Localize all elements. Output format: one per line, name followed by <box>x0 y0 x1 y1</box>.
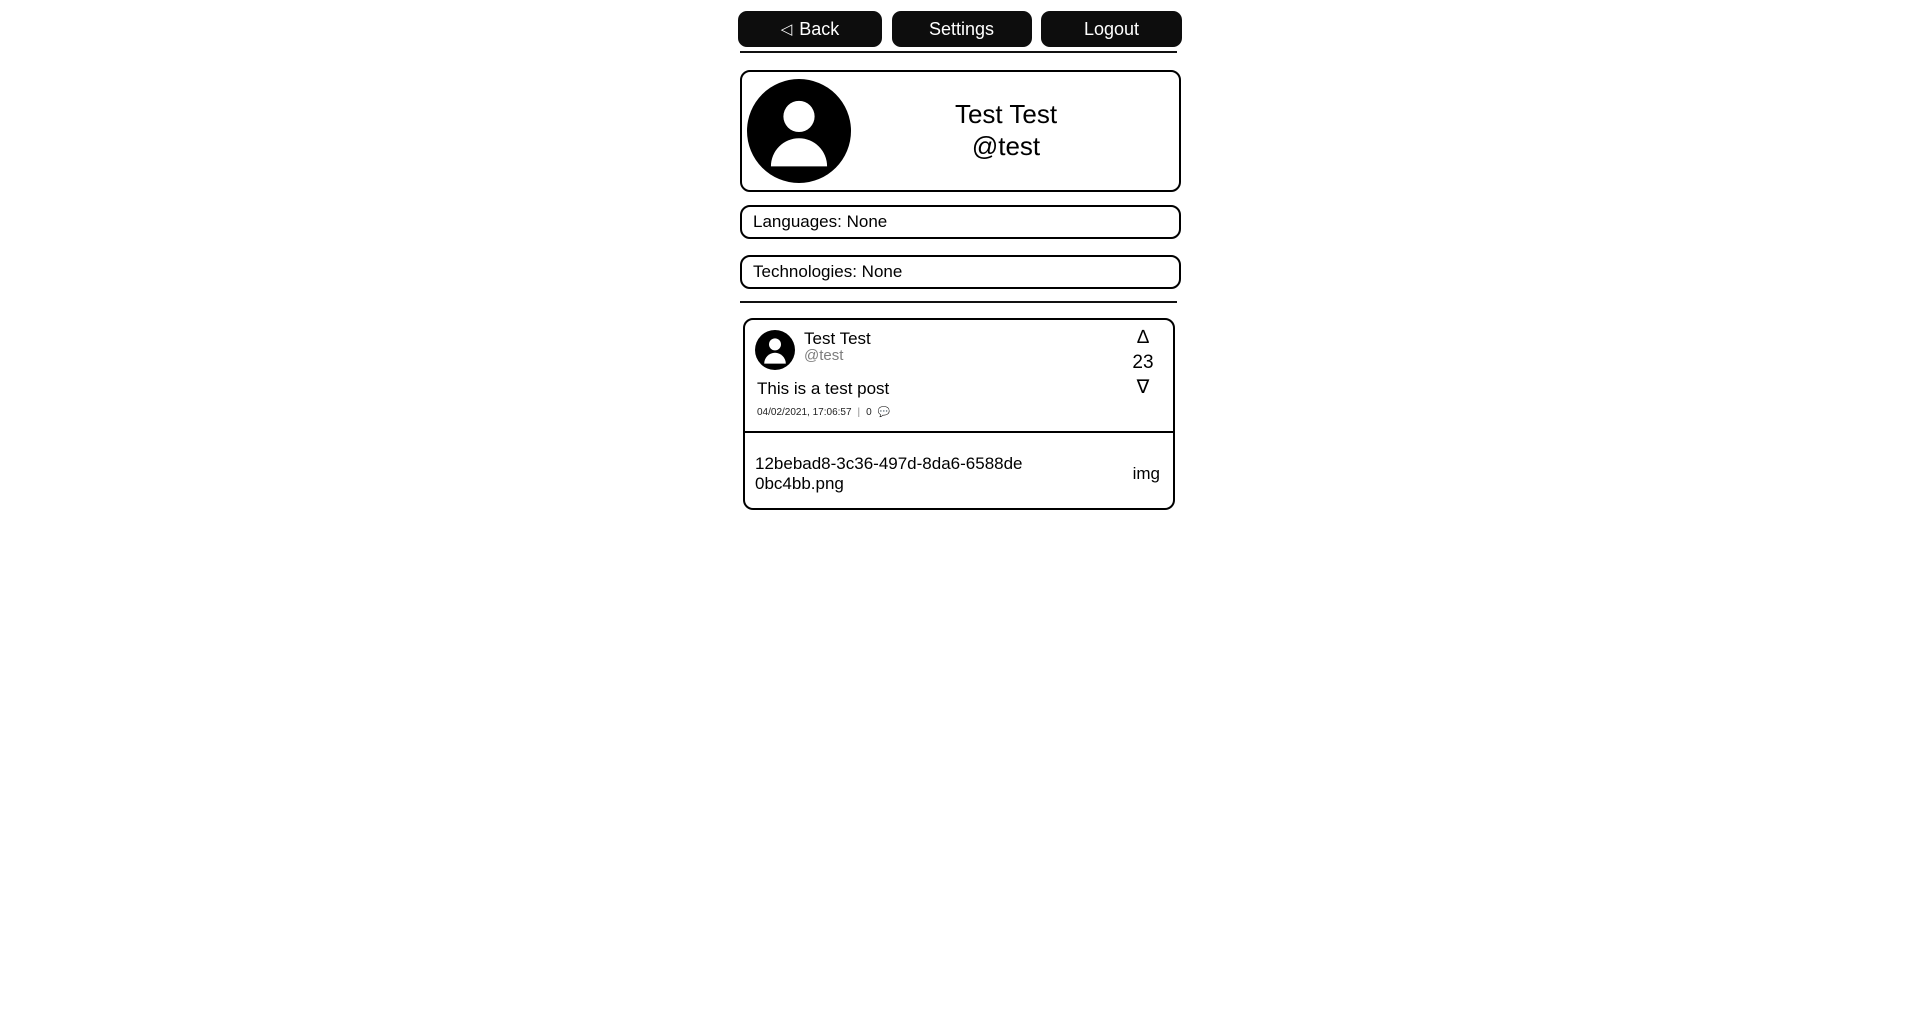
settings-button-label: Settings <box>928 18 995 39</box>
top-navigation <box>738 11 1182 47</box>
post-text: This is a test post <box>757 379 890 398</box>
post-body <box>745 320 1173 433</box>
meta-separator: | <box>857 407 861 418</box>
post-card[interactable] <box>743 318 1175 510</box>
languages-label: Languages: None <box>753 212 888 231</box>
vote-count: 23 <box>1132 352 1154 373</box>
technologies-row <box>740 255 1181 289</box>
profile-handle: @test <box>971 131 1041 161</box>
languages-row <box>740 205 1181 239</box>
user-avatar-icon <box>747 79 851 183</box>
post-header <box>755 329 1173 373</box>
post-author-handle: @test <box>804 347 844 365</box>
profile-identity <box>851 99 1179 162</box>
technologies-label: Technologies: None <box>753 262 903 281</box>
back-button-label: Back <box>799 18 840 39</box>
user-avatar-icon <box>755 330 795 370</box>
post-comment-count: 0 <box>866 407 872 418</box>
logout-button-label: Logout <box>1083 18 1140 39</box>
vote-column <box>1123 328 1163 397</box>
post-identity <box>804 329 871 365</box>
logout-button[interactable] <box>1041 11 1182 47</box>
attachment-row[interactable] <box>745 433 1173 508</box>
settings-button[interactable] <box>892 11 1032 47</box>
section-divider <box>740 301 1177 303</box>
downvote-button[interactable]: ∇ <box>1136 377 1150 398</box>
upvote-button[interactable]: ∆ <box>1137 327 1149 348</box>
profile-card <box>740 70 1181 192</box>
post-author-name: Test Test <box>804 329 871 348</box>
comment-icon: 💬 <box>877 406 891 418</box>
back-button[interactable] <box>738 11 882 47</box>
left-triangle-icon: ◁ <box>780 20 793 38</box>
attachment-type-label: img <box>1132 464 1160 483</box>
post-timestamp: 04/02/2021, 17:06:57 <box>757 407 852 418</box>
post-meta <box>757 407 1173 418</box>
header-divider <box>740 51 1177 53</box>
attachment-filename: 12bebad8-3c36-497d-8da6-6588de0bc4bb.png <box>755 453 1023 493</box>
profile-display-name: Test Test <box>954 99 1058 130</box>
